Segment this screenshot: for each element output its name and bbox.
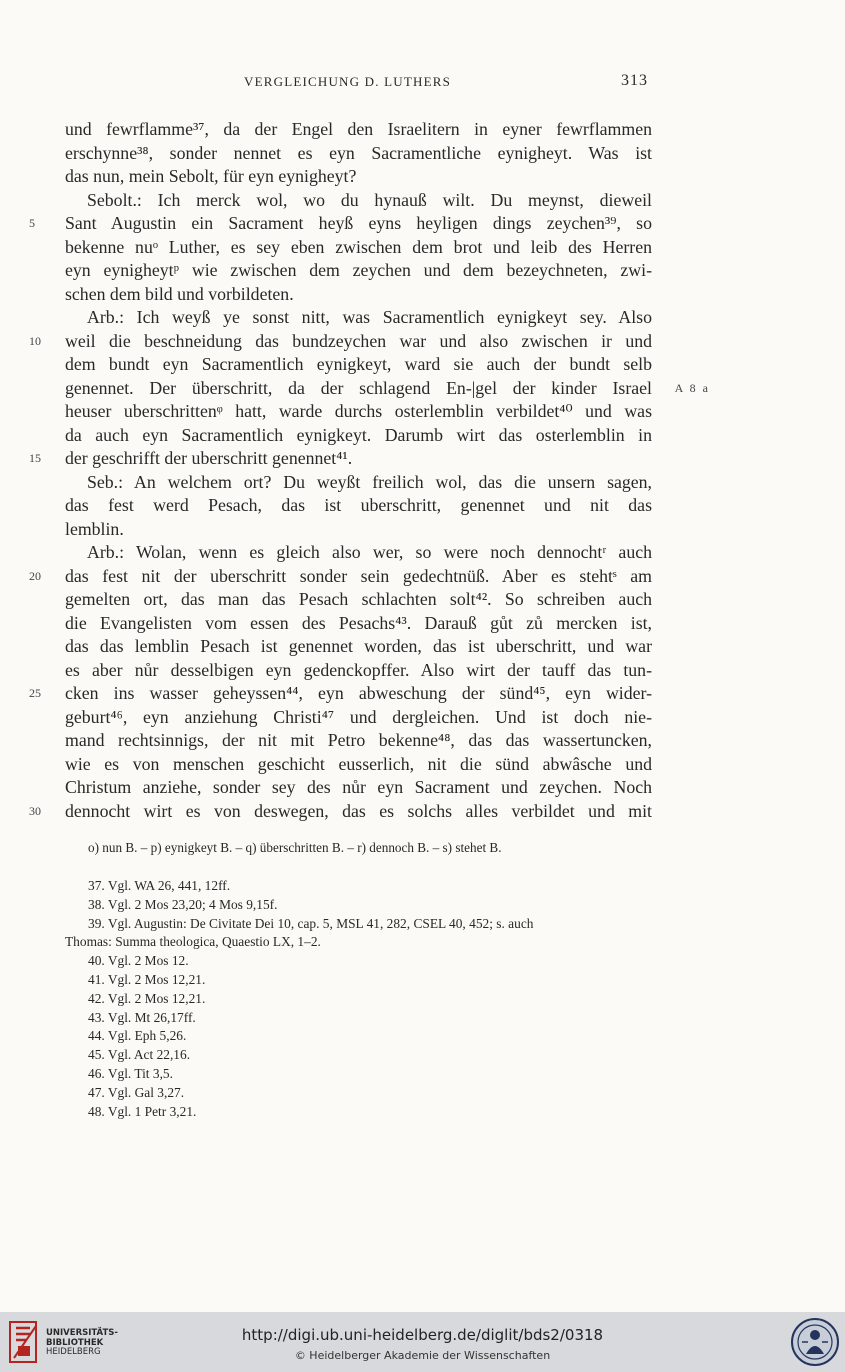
critical-apparatus: o) nun B. – p) eynigkeyt B. – q) überschritten B. – r) dennoch B. – s) stehet B.: [88, 840, 502, 855]
footnote: 45. Vgl. Act 22,16.: [88, 1047, 191, 1063]
text-line: [65, 753, 652, 777]
text-line-content: cken ins wasser geheyssen⁴⁴, eyn abweschung der sünd⁴⁵, eyn wider-: [65, 683, 652, 703]
text-line: [65, 518, 652, 542]
text-line-content: dennocht wirt es von deswegen, das es solchs alles verbildet und mit: [65, 800, 652, 821]
text-line-content: wie es von menschen geschicht eusserlich, nit die sünd abwâsche und: [65, 753, 652, 774]
text-line: [65, 471, 652, 495]
line-number: 30: [29, 803, 41, 818]
footnote: 46. Vgl. Tit 3,5.: [88, 1065, 173, 1081]
text-line: [65, 729, 652, 753]
library-name-line3: HEIDELBERG: [46, 1347, 101, 1357]
text-line: [65, 424, 652, 448]
text-line-content: Seb.: An welchem ort? Du weyßt freilich wol, das die unsern sagen,: [87, 471, 652, 492]
library-name-line1: UNIVERSITÄTS-: [46, 1328, 118, 1338]
text-line-content: bekenne nuᵒ Luther, es sey eben zwischen dem brot und leib des Herren: [65, 236, 652, 257]
text-line-content: das das lemblin Pesach ist genennet worden, das ist uberschritt, und war: [65, 636, 652, 656]
footnote: 43. Vgl. Mt 26,17ff.: [88, 1009, 196, 1025]
text-line: [65, 706, 652, 730]
library-name-line2: BIBLIOTHEK: [46, 1337, 104, 1348]
copyright-notice: © Heidelberger Akademie der Wissenschaften: [294, 1349, 551, 1362]
footnote: 42. Vgl. 2 Mos 12,21.: [88, 990, 206, 1006]
text-line: [65, 659, 652, 683]
margin-signature: A 8 a: [674, 380, 710, 395]
text-line-content: das fest nit der uberschritt sonder sein gedechtnüß. Aber es stehtˢ am: [65, 565, 652, 586]
text-line-content: da auch eyn Sacramentlich eynigkeyt. Darumb wirt das osterlemblin in: [65, 424, 652, 445]
text-line: [65, 142, 652, 166]
line-number: 5: [29, 216, 35, 230]
text-line-content: geburt⁴⁶, eyn anziehung Christi⁴⁷ und dergleichen. Und ist doch nie-: [65, 706, 652, 727]
text-line: [65, 236, 652, 260]
text-line-content: Arb.: Ich weyß ye sonst nitt, was Sacramentlich eynigkeyt sey. Also: [87, 307, 652, 327]
text-line: [29, 330, 652, 354]
text-line-content: dem bundt eyn Sacramentlich eynigkeyt, ward sie auch der bundt selb: [65, 354, 652, 374]
footnote: 48. Vgl. 1 Petr 3,21.: [88, 1103, 197, 1119]
footnote: 38. Vgl. 2 Mos 23,20; 4 Mos 9,15f.: [88, 896, 278, 912]
text-line: [29, 565, 652, 589]
text-line: [29, 800, 652, 824]
footnote: 40. Vgl. 2 Mos 12.: [88, 953, 189, 969]
running-head: VERGLEICHUNG D. LUTHERS: [244, 74, 452, 89]
text-line-content: heuser uberschrittenᵠ hatt, warde durchs osterlemblin verbildet⁴⁰ und was: [65, 401, 652, 421]
permalink-url[interactable]: http://digi.ub.uni-heidelberg.de/diglit/bds2/0318: [241, 1326, 604, 1344]
library-footer: [0, 1312, 845, 1372]
text-line-content: Sant Augustin ein Sacrament heyß eyns heyligen dings zeychen³⁹, so: [65, 213, 652, 233]
footnote: 47. Vgl. Gal 3,27.: [88, 1084, 185, 1100]
text-line: [65, 377, 710, 401]
footnote: Thomas: Summa theologica, Quaestio LX, 1–2.: [65, 934, 321, 950]
line-number: 20: [29, 568, 41, 583]
text-line: [65, 612, 652, 636]
footnote: 44. Vgl. Eph 5,26.: [88, 1028, 187, 1044]
text-line: [65, 494, 652, 518]
footnote: 39. Vgl. Augustin: De Civitate Dei 10, cap. 5, MSL 41, 282, CSEL 40, 452; s. auch: [88, 915, 534, 931]
text-line-content: Christum anziehe, sonder sey des nůr eyn Sacrament und zeychen. Noch: [65, 777, 652, 797]
text-line: [65, 588, 652, 612]
text-line-content: mand rechtsinnigs, der nit mit Petro bekenne⁴⁸, das das wassertuncken,: [65, 730, 652, 750]
text-line-content: der geschrifft der uberschritt genennet⁴¹.: [65, 448, 353, 468]
text-line-content: lemblin.: [65, 518, 124, 539]
text-line: [65, 306, 652, 330]
text-line-content: schen dem bild und vorbildeten.: [65, 283, 294, 304]
text-line-content: das nun, mein Sebolt, für eyn eynigheyt?: [65, 166, 357, 186]
text-line-content: das fest werd Pesach, das ist uberschritt, genennet und nit das: [65, 495, 652, 515]
text-line-content: weil die beschneidung das bundzeychen war und also zwischen ir und: [65, 330, 652, 351]
text-line: [29, 212, 652, 236]
text-line-content: und fewrflamme³⁷, da der Engel den Israelitern in eyner fewrflammen: [65, 119, 652, 139]
text-line-content: gemelten ort, das man das Pesach schlachten solt⁴². So schreiben auch: [65, 589, 652, 609]
text-line-content: erschynne³⁸, sonder nennet es eyn Sacramentliche eynigheyt. Was ist: [65, 142, 652, 163]
line-number: 15: [29, 451, 41, 465]
text-line-content: Arb.: Wolan, wenn es gleich also wer, so were noch dennochtʳ auch: [87, 542, 652, 562]
page-number: 313: [621, 72, 648, 89]
main-text: [29, 118, 710, 823]
text-line: [65, 541, 652, 565]
university-seal-icon[interactable]: [790, 1316, 840, 1368]
text-line-content: eyn eynigheytᵖ wie zwischen dem zeychen und dem bezeychneten, zwi-: [65, 260, 652, 280]
text-line: [65, 283, 652, 307]
text-line: [29, 682, 652, 706]
text-line: [65, 353, 652, 377]
text-line-content: genennet. Der überschritt, da der schlagend En-|gel der kinder Israel: [65, 377, 652, 398]
line-number: 10: [29, 333, 41, 348]
line-number: 25: [29, 686, 41, 700]
text-line: [65, 118, 652, 142]
text-line-content: die Evangelisten vom essen des Pesachs⁴³. Darauß gůt zů mercken ist,: [65, 612, 652, 633]
text-line-content: Sebolt.: Ich merck wol, wo du hynauß wilt. Du meynst, dieweil: [87, 189, 652, 210]
footnote: 41. Vgl. 2 Mos 12,21.: [88, 971, 206, 987]
text-line: [65, 165, 652, 189]
text-line: [29, 447, 652, 471]
text-line: [65, 635, 652, 659]
text-line: [65, 259, 652, 283]
footnotes: [65, 877, 655, 1121]
text-line: [65, 400, 652, 424]
text-line: [65, 189, 652, 213]
text-line-content: es aber nůr desselbigen eyn gedenckopffer. Also wirt der tauff das tun-: [65, 659, 652, 680]
text-line: [65, 776, 652, 800]
footnote: 37. Vgl. WA 26, 441, 12ff.: [88, 878, 231, 893]
